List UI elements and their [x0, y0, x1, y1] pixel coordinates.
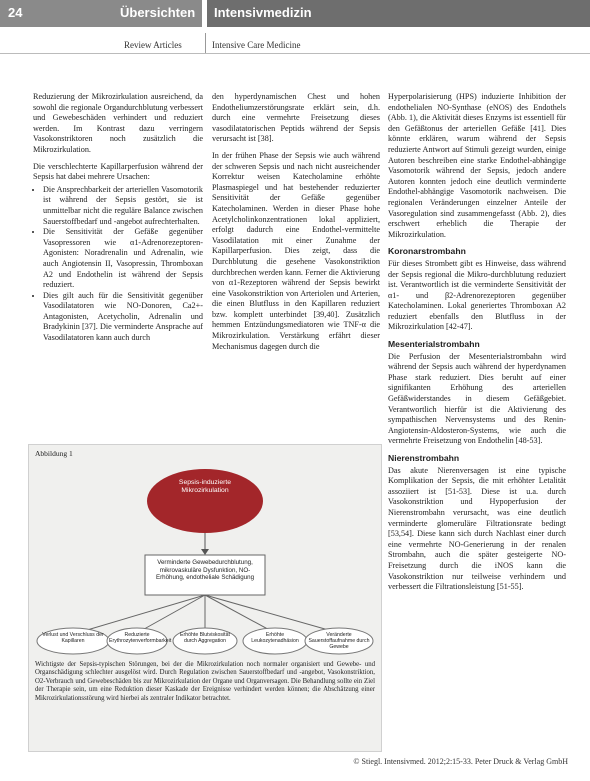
page-footer: © Stiegl. Intensivmed. 2012;2:15-33. Peter Druck & Verlag GmbH: [353, 757, 568, 766]
arrow-head: [201, 549, 209, 555]
section-title: Übersichten: [120, 5, 196, 20]
connector: [205, 595, 339, 633]
figure-label: Abbildung 1: [35, 449, 73, 458]
leaf-label: Erhöhte Blutviskosität durch Aggregation: [180, 632, 230, 645]
heading-koronar: Koronarstrombahn: [388, 246, 466, 257]
page-header: [0, 0, 590, 27]
col1-intro: Reduzierung der Mikrozirkulation ausreichend, da sowohl die regionale Organdurchblutung verbessert und Gewebeschäden verhindert und reduziert werden. Im Kontrast dazu verringern Vasokonstriktoren noch zusätzlich die Mikrozirkulation.: [33, 92, 203, 154]
subheader-left: Review Articles: [124, 40, 182, 50]
col1-lead: Die verschlechterte Kapillarperfusion während der Sepsis hat dabei mehrere Ursachen:: [33, 161, 203, 182]
heading-niere: Nierenstrombahn: [388, 453, 460, 463]
figure-diagram: [29, 445, 381, 657]
connector: [137, 595, 205, 633]
leaf-label: Erhöhte Leukozytenadhäsion: [251, 632, 299, 645]
header-divider: [205, 33, 206, 54]
header-rule: [0, 53, 590, 54]
figure-box: [28, 444, 382, 752]
col2-paragraph: In der frühen Phase der Sepsis wie auch während der schweren Sepsis und nach nicht ausreichender Korrektur weisen Katecholamine erhöhte Plasmaspiegel und hat bestehender reduzierter Sensitivität der Gefäße gegenüber Katecholaminen. Werden in dieser Phase hohe Acetylcholinkonzentrationen lokal appliziert, erfolgt dadurch eine Endothel-vermittelte Vasodilatation mit einer Zunahme der Kapillarperfusion. Dies zeigt, dass die Durchblutung die gesehene Vasokonstriktion durchbrechen werden kann. Ferner die Aktivierung von α1-Rezeptoren während der Sepsis bewirkt eine Vasokonstriktion von Arteriolen und Arterien, die einen Blutfluss in den Kapillaren reduziert bzw. komplett unterbindet [39,40]. Zusätzlich hemmen Entzündungsmediatoren wie TNF-α die Mikrozirkulation. Verstärkung erfährt dieser Mechanismus dagegen durch die: [212, 150, 380, 351]
top-node-label: Sepsis-induzierte Mikrozirkulation: [178, 479, 232, 495]
connector: [205, 595, 275, 633]
leaf-label: Verlust und Verschluss der Kapillaren: [42, 632, 104, 645]
mid-node-label: Verminderte Gewebedurchblutung, mikrovaskuläre Dysfunktion, NO-Erhöhung, endotheliale Schädigung: [155, 559, 255, 582]
col3-paragraph: Die Perfusion der Mesenterialstrombahn wird während der Sepsis auch während der hyperdynamen Phase stark reduziert. Dies beruht auf einer signifikanten Erhöhung des arteriellen Gefäßwiderstandes in diesem Gefäßgebiet. Verantwortlich hierfür ist die Aktivierung des sympathischen Nervensystems und des Renin-Angiotensin-Aldosteron-Systems, wie auch die vermehrte Freisetzung von Endothelin [48-53].: [388, 351, 566, 446]
subheader-right: Intensive Care Medicine: [212, 40, 301, 50]
col2-paragraph: den hyperdynamischen Chest und hohen Endotheliumzerstörungsrate erklärt sein, d.h. durch eine vermehrte Freisetzung dieses vasodilatatorischen Peptids während der Sepsis verursacht ist [38].: [212, 92, 380, 144]
leaf-label: Veränderte Sauerstoffaufnahme durch Gewebe: [308, 632, 370, 651]
col3-paragraph: Das akute Nierenversagen ist eine typische Komplikation der Sepsis, die mit erhöhter Letalität assoziiert ist [51-53]. Diese ist u.a. durch Vasokonstriktion und Hypoperfusion der Nierenstrombahn verursacht, was eine deutlich verminderte glomeruläre Filtrationsrate bedingt [53,54]. Diese kann sich durch Nachlast einer durch eine vermehrte NO-Generierung in der renalen Strombahn, auch die später gesteigerte NO-Freisetzung durch die iNOS kann die Vasokonstriktion nur teilweise verhindern und verbessert die Filtrationsleistung [51-55].: [388, 465, 566, 592]
figure-caption: Wichtigste der Sepsis-typischen Störungen, bei der die Mikrozirkulation noch normaler organisiert und Gewebe- und Organschädigung schlechter ausgelöst wird. Durch Regulation zwischen Sauerstoffbedarf und -angebot, Vasokonstriktion, O2-Verbrauch und Gewebeschäden bis zur Mikrozirkulation der Organe und Organversagen. Die Behandlung sollte ein Ziel der Therapie sein, um eine Reduktion dieser Kaskade der Ereignisse verhindert werden können; die Abschätzung einer Mikrozirkulationsstörung wird hierbei als zentraler Indikator betrachtet.: [35, 661, 375, 702]
col3-paragraph: Hyperpolarisierung (HPS) induzierte Inhibition der endothelialen NO-Synthase (eNOS) des Endothels (Abb. 1), die Aktivität dieses Enzyms ist essentiell für den Gefäßtonus der arteriellen Gefäße [41]. Dies könnte erklären, warum während der Sepsis reduzierte Antwort auf Stimuli gezeigt wurden, einige Autoren beschreiben eine starke Endothel-abhängige Vasomotorik während der Sepsis, jedoch andere Autoren konnten jedoch eine deutlich verminderte Endothel-abhängige Vasomotorik nachweisen. Die regionalen Veränderungen einzelner Anteile der Vasoregulation sind zusammengefasst (Abb. 2), dies erschwert erheblich die Therapie der Mikrozirkulation.: [388, 92, 566, 239]
page-number: 24: [8, 5, 23, 20]
heading-mesenterial: Mesenterialstrombahn: [388, 339, 480, 350]
connector: [77, 595, 205, 633]
text-column-1: [33, 92, 203, 350]
col1-bullet: • Die Ansprechbarkeit der arteriellen Vasomotorik ist während der Sepsis gestört, sie ist unmittelbar nicht die reguläre Balance zwischen Sauerstoffbedarf und -angebot aufrechterhalten.: [43, 185, 203, 227]
col3-paragraph: Für dieses Strombett gibt es Hinweise, dass während der Sepsis regional die Mikro-durchblutung reduziert ist. Verantwortlich ist die verminderte Sensitivität der α1- und β2-Adrenorezeptoren gegenüber Katecholaminen. Lokal generiertes Thromboxan A2 reduziert ebenfalls den Blutfluss in der Mikrozirkulation [42-47].: [388, 258, 566, 332]
topic-title: Intensivmedizin: [214, 5, 312, 20]
leaf-label: Reduzierte Erythrozytenverformbarkeit: [109, 632, 172, 645]
text-column-3: [388, 92, 566, 599]
col1-bullet-list: [33, 185, 203, 344]
col1-bullet: • Dies gilt auch für die Sensitivität gegenüber Vasodilatatoren wie NO-Donoren, Ca2+-Antagonisten, Acetycholin, Adrenalin und Bradykinin [37]. Die verminderte Ansprache auf Vasodilatatoren kann auch durch: [43, 291, 203, 344]
text-column-2: [212, 92, 380, 358]
col1-bullet: • Die Sensitivität der Gefäße gegenüber Vasopressoren wie α1-Adrenorezeptoren-Agonisten: Noradrenalin und Adrenalin, wie auch Angiotensin II, Vasopressin, Thromboxan A2 und Endothelin ist während der Sepsis reduziert.: [43, 227, 203, 291]
